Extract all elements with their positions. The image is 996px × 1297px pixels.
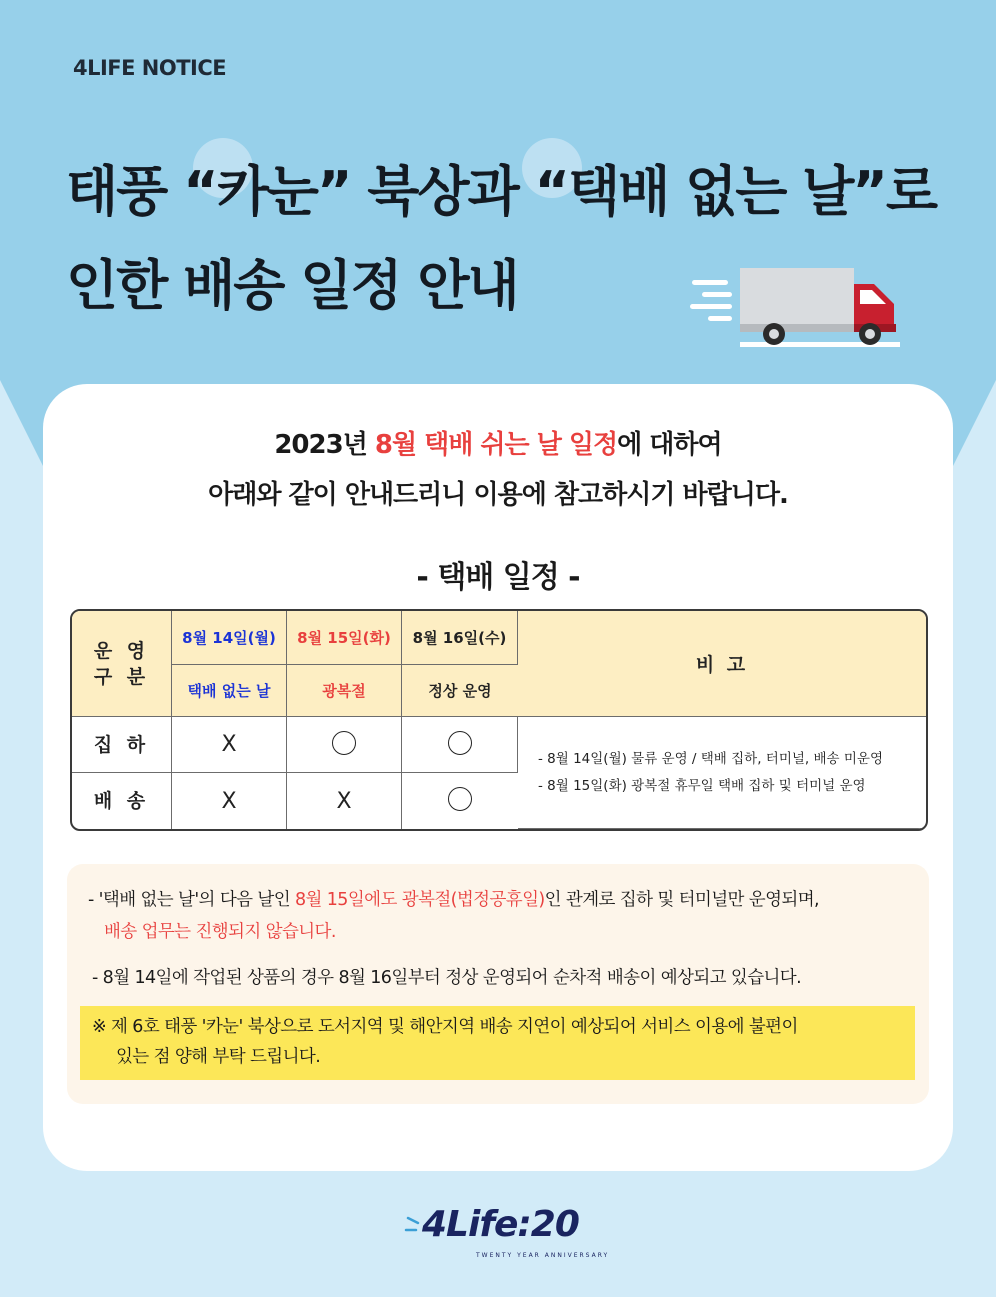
note-1-text-a: - '택배 없는 날'의 다음 날인: [88, 890, 295, 910]
intro-text: [0, 420, 996, 520]
brand-logo: [400, 1200, 610, 1270]
date-header-3: [402, 611, 518, 665]
title-line-2: 인한 배송 일정 안내: [66, 254, 518, 317]
typhoon-notice-line-1: ※ 제 6호 태풍 '카눈' 북상으로 도서지역 및 해안지역 배송 지연이 예상되어 서비스 이용에 불편이: [92, 1017, 798, 1037]
note-1-text-b: 인 관계로 집하 및 터미널만 운영되며,: [544, 890, 819, 910]
date-desc-3: [402, 665, 518, 717]
row-header-bottom: 구 분: [93, 665, 150, 688]
note-1-highlight: 8월 15일에도 광복절(법정공휴일): [294, 890, 545, 910]
date-desc-2: [287, 665, 402, 717]
mark-cell: [172, 717, 287, 773]
remark-header-label: 비 고: [695, 654, 749, 676]
intro-year: 2023년: [274, 430, 375, 460]
mark-cell: [172, 773, 287, 829]
delivery-truck-icon: [688, 262, 908, 352]
remark-header: [518, 611, 926, 717]
intro-line-2: 아래와 같이 안내드리니 이용에 참고하시기 바랍니다.: [208, 480, 788, 510]
x-mark: X: [221, 788, 237, 814]
schedule-title: - 택배 일정 -: [416, 560, 580, 595]
date-label-2: 8월 15일(화): [297, 629, 391, 647]
date-desc-1: [172, 665, 287, 717]
row-header-top: 운 영: [93, 639, 150, 662]
typhoon-notice-text: [92, 1012, 912, 1072]
mark-cell: [287, 773, 402, 829]
circle-mark-icon: [332, 731, 356, 755]
date-header-2: [287, 611, 402, 665]
date-desc-label-1: 택배 없는 날: [187, 682, 271, 700]
row-header-cell: [72, 611, 172, 717]
row-label-delivery: 배 송: [72, 773, 172, 829]
date-desc-label-2: 광복절: [322, 682, 366, 700]
remark-line-1: - 8월 14일(월) 물류 운영 / 택배 집하, 터미널, 배송 미운영: [538, 750, 883, 767]
note-1: [88, 884, 928, 948]
circle-mark-icon: [448, 731, 472, 755]
typhoon-notice-line-2: 있는 점 양해 부탁 드립니다.: [116, 1047, 321, 1067]
x-mark: X: [336, 788, 352, 814]
logo-tagline: TWENTY YEAR ANNIVERSARY: [476, 1252, 610, 1259]
mark-cell: [287, 717, 402, 773]
note-1-line-2: 배송 업무는 진행되지 않습니다.: [104, 922, 336, 942]
notice-label: 4LIFE NOTICE: [73, 56, 227, 80]
intro-line-1: [0, 420, 996, 470]
date-label-1: 8월 14일(월): [182, 629, 276, 647]
schedule-table: [70, 609, 928, 831]
note-2: - 8월 14일에 작업된 상품의 경우 8월 16일부터 정상 운영되어 순차적 배송이 예상되고 있습니다.: [92, 968, 802, 988]
date-label-3: 8월 16일(수): [412, 629, 507, 647]
date-desc-label-3: 정상 운영: [428, 682, 492, 700]
remark-line-2: - 8월 15일(화) 광복절 휴무일 택배 집하 및 터미널 운영: [538, 777, 866, 794]
note-1-line-1: [88, 884, 928, 916]
mark-cell: [402, 773, 518, 829]
circle-mark-icon: [448, 787, 472, 811]
mark-cell: [402, 717, 518, 773]
title-line-1: 태풍 “카눈” 북상과 “택배 없는 날”로: [66, 160, 937, 223]
remarks-cell: [518, 717, 926, 829]
date-header-1: [172, 611, 287, 665]
intro-highlight: 8월 택배 쉬는 날 일정: [374, 430, 618, 460]
logo-wordmark: 4Life:20: [422, 1204, 579, 1245]
intro-suffix: 에 대하여: [617, 430, 722, 460]
x-mark: X: [221, 732, 237, 757]
row-label-pickup: 집 하: [72, 717, 172, 773]
